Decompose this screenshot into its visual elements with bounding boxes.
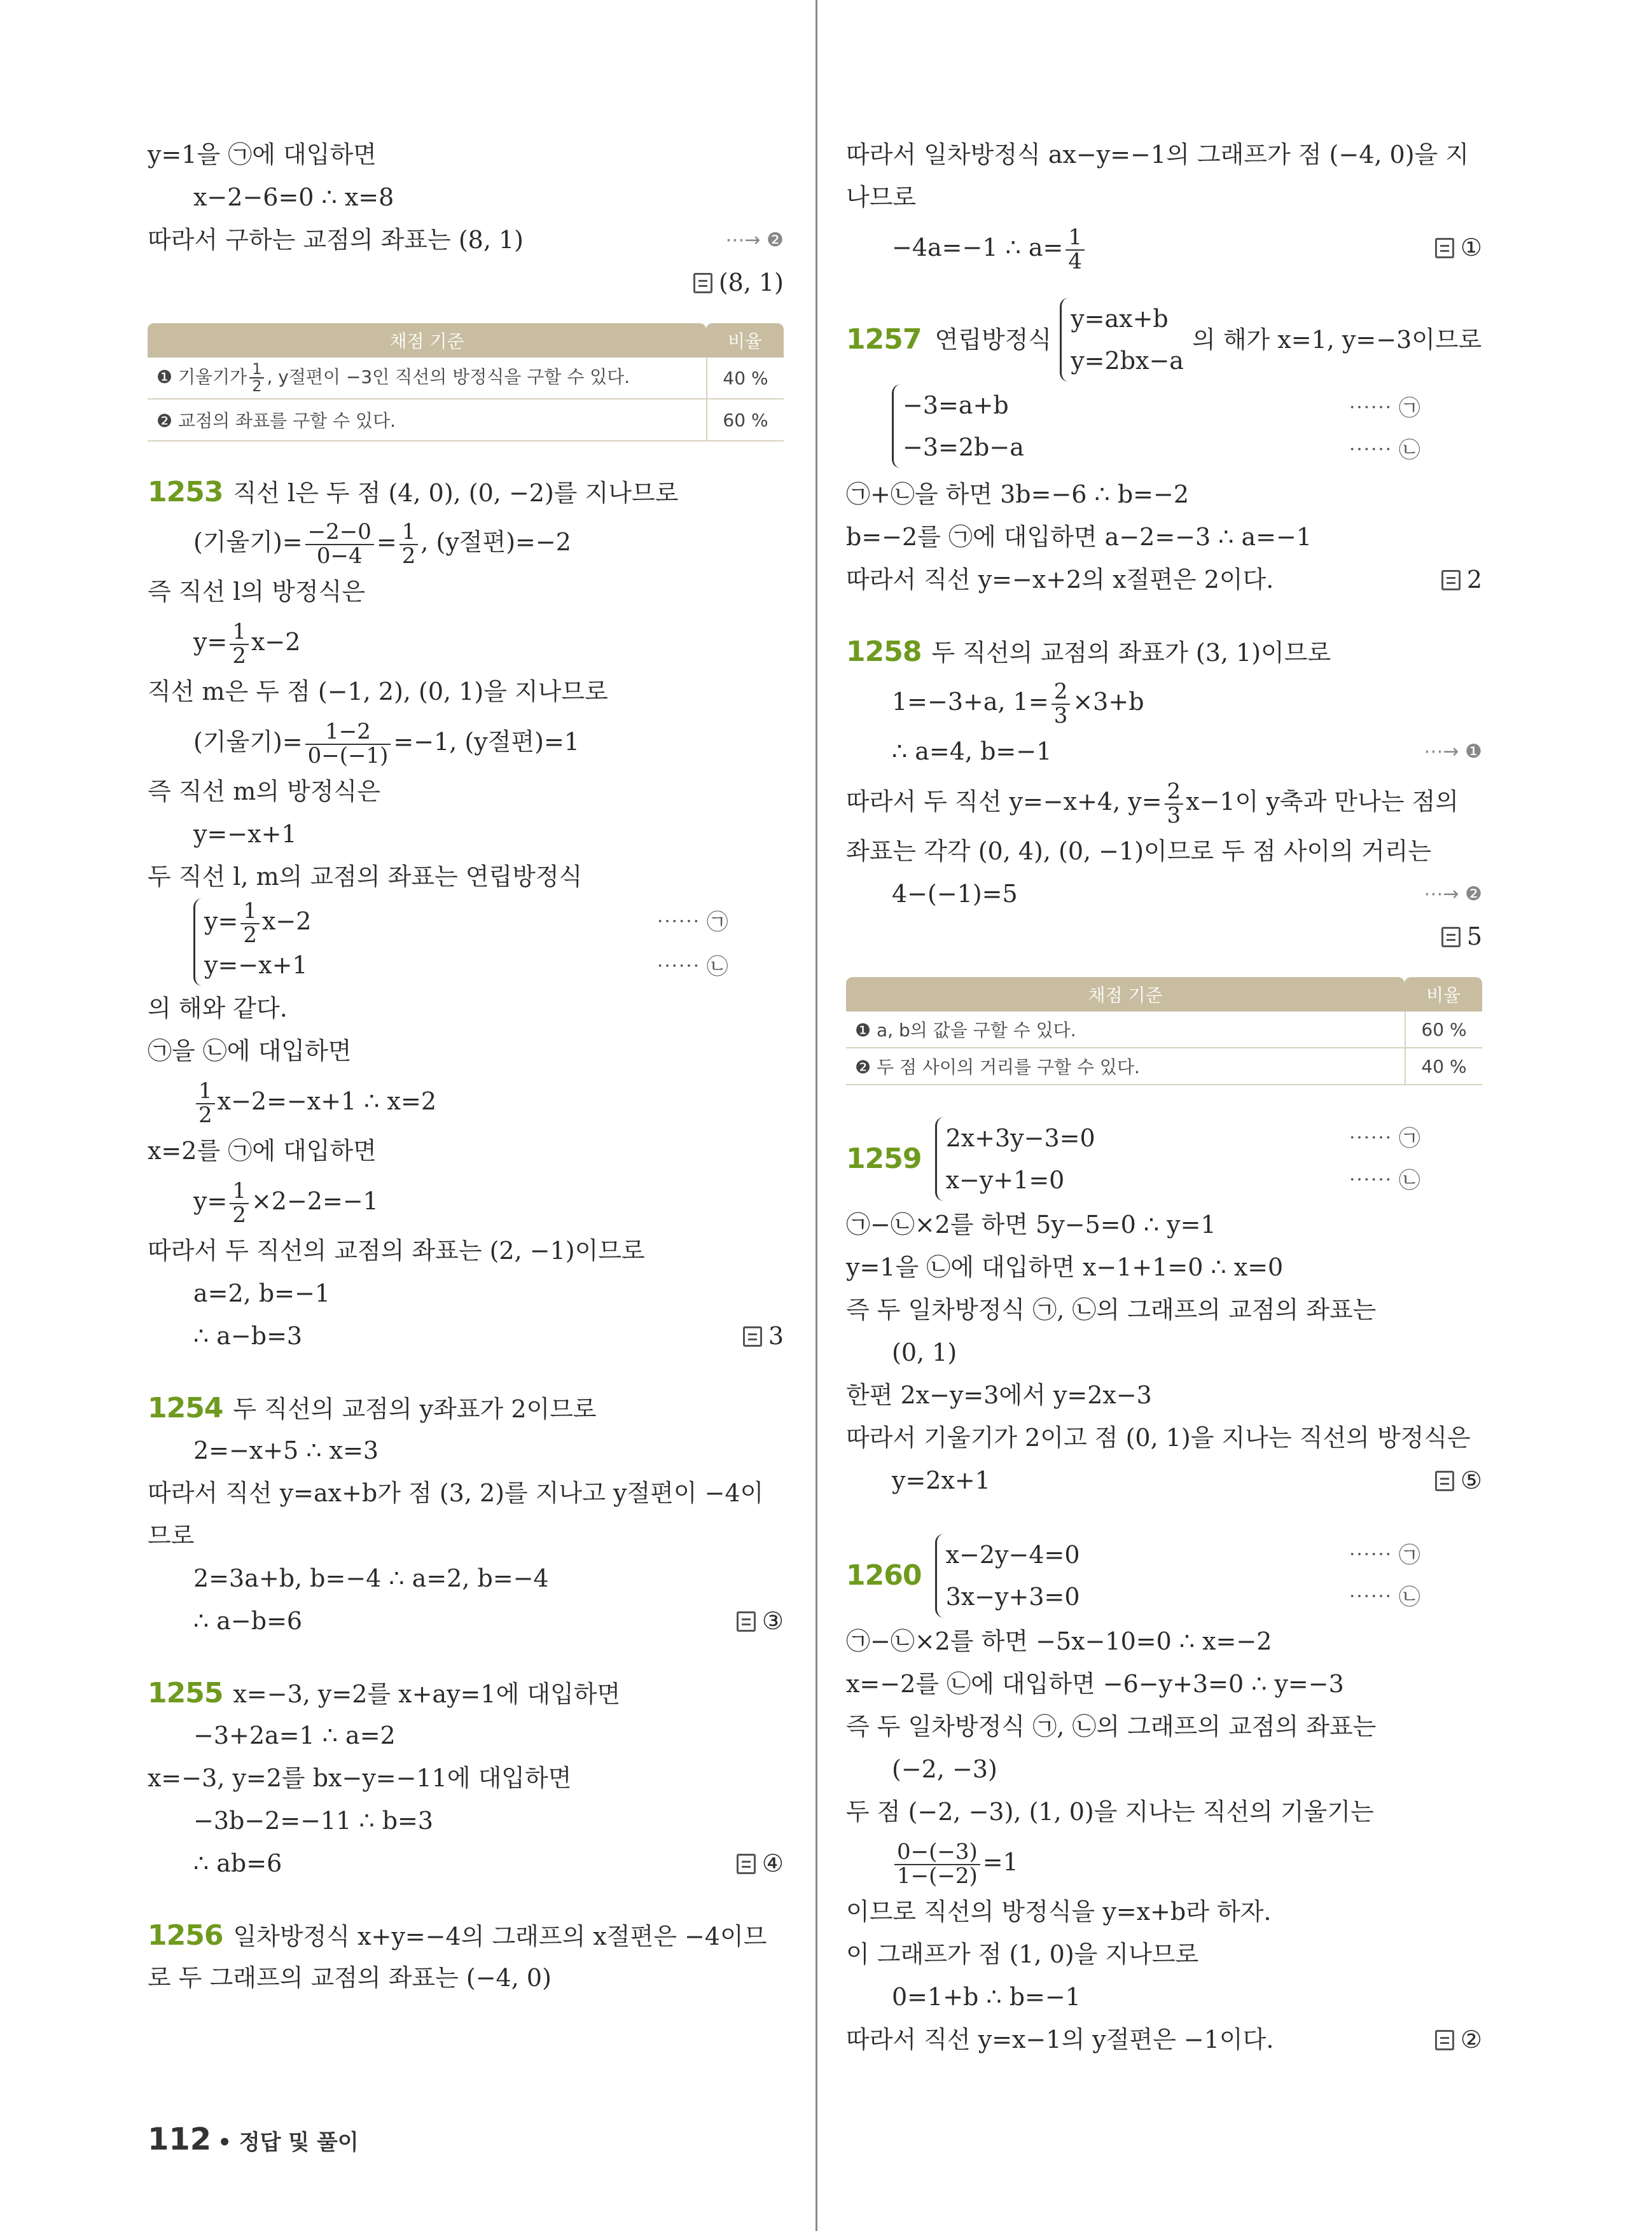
answer: ③ xyxy=(737,1600,784,1643)
equation-tag: ⋯⋯ ㉡ xyxy=(1349,1585,1420,1610)
fraction: $\frac{1}{2}$ xyxy=(230,621,249,667)
fraction: $\frac{1}{2}$ xyxy=(249,361,264,394)
criteria-header: 채점 기준 xyxy=(846,977,1405,1011)
step-marker: ⋯→ ❷ xyxy=(1424,883,1482,905)
fraction: $\frac{1}{2}$ xyxy=(399,521,419,567)
solution-1256: 1256 일차방정식 x+y=−4의 그래프의 x절편은 −4이므 로 두 그래프의 교점의 좌표는 (−4, 0) xyxy=(148,1914,784,1999)
text-line: x=−2를 ㉡에 대입하면 −6−y+3=0 ∴ y=−3 xyxy=(846,1670,1344,1698)
text-line: ㉠−㉡×2를 하면 −5x−10=0 ∴ x=−2 xyxy=(846,1627,1272,1655)
criteria-row: ❷ 두 점 사이의 거리를 구할 수 있다. xyxy=(846,1048,1405,1085)
text-line: 이므로 직선의 방정식을 y=x+b라 하자. xyxy=(846,1898,1272,1926)
solution-1253: 1253 직선 l은 두 점 (4, 0), (0, −2)를 지나므로 (기울기)= $\frac{-2-0}{0-4}$ = $\frac{1}{2}$ , (y절편)=−2 즉 직선 l의 방정식은 y= $\frac{1}{2}$ x−2 직선 m은 두 점 (−1, 2), (0, 1)을 지나므로 (기울기)= $\frac{1-2}{0-(-1)}$ =−1, (y절편)=1 즉 직선 m의 방정식은 y=−x+1 두 직선 l, m의 교점의 좌표는 연립방정식 y= $\frac{1}{2}$ x−2 y=−x+1 ⋯⋯ ㉠ ⋯⋯ ㉡ 의 해와 같다. ㉠을 ㉡에 대입하면 $\frac{1}{2}$ x−2=−x+1 ∴ x=2 x=2를 ㉠에 대입하면 y= $\frac{1}{2}$ ×2−2=−1 따라서 두 직선의 교점의 좌표는 (2, −1)이므로 a=2, b=−1 ∴ a−b=3 3 xyxy=(148,471,784,1358)
equation-line: −3+2a=1 ∴ a=2 xyxy=(193,1721,396,1749)
fraction: $\frac{1}{4}$ xyxy=(1065,226,1085,273)
text-line: y=1을 ㉠에 대입하면 xyxy=(148,141,377,169)
equation-system xyxy=(846,384,1482,473)
fraction: $\frac{2}{3}$ xyxy=(1052,681,1071,727)
text-line: x=2를 ㉠에 대입하면 xyxy=(148,1137,377,1165)
equation-line: ∴ ab=6 ④ xyxy=(148,1842,784,1885)
text-line: 이 그래프가 점 (1, 0)을 지나므로 xyxy=(846,1940,1199,1968)
scoring-criteria-table xyxy=(846,977,1482,1085)
text-line: 즉 두 일차방정식 ㉠, ㉡의 그래프의 교점의 좌표는 xyxy=(846,1296,1377,1324)
solution-1255: 1255 x=−3, y=2를 x+ay=1에 대입하면 −3+2a=1 ∴ a=2 x=−3, y=2를 bx−y=−11에 대입하면 −3b−2=−11 ∴ b=3 ∴ ab=6 ④ xyxy=(148,1672,784,1885)
ratio-header: 비율 xyxy=(706,323,784,358)
text-line: 므로 xyxy=(148,1522,195,1550)
answer: 5 xyxy=(1441,915,1482,958)
step-marker: ⋯→ ❶ xyxy=(1424,740,1482,763)
answer-icon xyxy=(737,1854,756,1874)
text-line: 나므로 xyxy=(846,183,917,211)
text-line: 따라서 기울기가 2이고 점 (0, 1)을 지나는 직선의 방정식은 xyxy=(846,1424,1471,1452)
problem-number: 1254 xyxy=(148,1392,223,1424)
text-line: 좌표는 각각 (0, 4), (0, −1)이므로 두 점 사이의 거리는 xyxy=(846,837,1432,865)
text-line: 직선 m은 두 점 (−1, 2), (0, 1)을 지나므로 xyxy=(148,678,608,705)
answer-line xyxy=(148,261,784,304)
text-line: 의 해와 같다. xyxy=(148,994,288,1022)
fraction: $\frac{1-2}{0-(-1)}$ xyxy=(305,721,391,767)
text-line: ㉠을 ㉡에 대입하면 xyxy=(148,1037,352,1065)
answer: ④ xyxy=(737,1842,784,1885)
problem-number: 1260 xyxy=(846,1559,922,1592)
equation-tag: ⋯⋯ ㉠ xyxy=(656,910,728,935)
equation-tag: ⋯⋯ ㉡ xyxy=(1349,1168,1420,1193)
solution-1258: 1258 두 직선의 교점의 좌표가 (3, 1)이므로 1=−3+a, 1= $\frac{2}{3}$ ×3+b ∴ a=4, b=−1 ⋯→ ❶ 따라서 두 직선 y=−x+4, y= $\frac{2}{3}$ x−1이 y축과 만나는 점의 좌표는 각각 (0, 4), (0, −1)이므로 두 점 사이의 거리는 4−(−1)=5 ⋯→ ❷ 5 xyxy=(846,630,1482,958)
equation-line: y=2x+1 ⑤ xyxy=(846,1459,1482,1502)
fraction: $\frac{1}{2}$ xyxy=(240,900,260,947)
fraction: $\frac{0-(-3)}{1-(-2)}$ xyxy=(894,1841,980,1887)
answer-icon xyxy=(1435,2030,1454,2050)
text-line: 따라서 구하는 교점의 좌표는 (8, 1) ⋯→ ❷ xyxy=(148,219,784,261)
text-line: 따라서 일차방정식 ax−y=−1의 그래프가 점 (−4, 0)을 지 xyxy=(846,141,1469,169)
equation-line: ∴ a−b=6 ③ xyxy=(148,1600,784,1643)
right-column xyxy=(846,134,1482,2061)
answer-line xyxy=(846,915,1482,958)
equation-line: y= $\frac{1}{2}$ x−2 xyxy=(193,618,301,669)
brace: y=ax+b y=2bx−a xyxy=(1060,298,1184,382)
text-line: x=−3, y=2를 bx−y=−11에 대입하면 xyxy=(148,1764,572,1792)
ratio-header: 비율 xyxy=(1405,977,1482,1011)
text-line: 두 직선 l, m의 교점의 좌표는 연립방정식 xyxy=(148,863,583,891)
fraction: $\frac{1}{2}$ xyxy=(230,1180,249,1227)
scoring-criteria-table xyxy=(148,323,784,441)
answer-icon xyxy=(1435,238,1454,258)
text-line: ㉠+㉡을 하면 3b=−6 ∴ b=−2 xyxy=(846,480,1189,508)
criteria-ratio: 60 % xyxy=(1405,1011,1482,1048)
text-line: b=−2를 ㉠에 대입하면 a−2=−3 ∴ a=−1 xyxy=(846,523,1312,551)
solution-1252-continued xyxy=(148,134,784,304)
answer: (8, 1) xyxy=(693,261,784,304)
solution-1257: 1257 연립방정식 y=ax+b y=2bx−a 의 해가 x=1, y=−3이므로 −3=a+b −3=2b−a ⋯⋯ ㉠ ⋯⋯ ㉡ ㉠+㉡을 하면 3b=−6 ∴ b=−2 b=−2를 ㉠에 대입하면 a−2=−3 ∴ a=−1 따라서 직선 y=−x+2의 x절편은 2이다. 2 xyxy=(846,295,1482,601)
equation-line: 0=1+b ∴ b=−1 xyxy=(892,1983,1081,2011)
answer-icon xyxy=(743,1326,762,1347)
equation-tag: ⋯⋯ ㉠ xyxy=(1349,1543,1420,1568)
text-line: 따라서 직선 y=−x+2의 x절편은 2이다. 2 xyxy=(846,559,1482,601)
brace: x−2y−4=0 3x−y+3=0 xyxy=(935,1534,1080,1618)
answer-icon xyxy=(1435,1471,1454,1491)
page-footer: 112 • 정답 및 풀이 xyxy=(148,2122,359,2157)
answer: 3 xyxy=(743,1315,784,1358)
equation-line: 2=3a+b, b=−4 ∴ a=2, b=−4 xyxy=(193,1564,549,1592)
equation-tag: ⋯⋯ ㉠ xyxy=(1349,1126,1420,1151)
criteria-ratio: 60 % xyxy=(706,400,784,441)
answer: ① xyxy=(1435,219,1482,276)
answer: ⑤ xyxy=(1435,1459,1482,1502)
criteria-row: ❶ a, b의 값을 구할 수 있다. xyxy=(846,1011,1405,1048)
equation-line: y= $\frac{1}{2}$ ×2−2=−1 xyxy=(193,1178,378,1228)
brace: y= $\frac{1}{2}$ x−2 y=−x+1 xyxy=(193,898,311,986)
equation-line: 2=−x+5 ∴ x=3 xyxy=(193,1436,379,1464)
problem-number: 1255 xyxy=(148,1677,223,1709)
criteria-ratio: 40 % xyxy=(1405,1048,1482,1085)
problem-number: 1257 xyxy=(846,323,922,356)
equation-line: y=−x+1 xyxy=(193,820,297,848)
equation-line: (0, 1) xyxy=(892,1338,957,1366)
fraction: $\frac{2}{3}$ xyxy=(1165,781,1184,827)
equation-line: $\frac{0-(-3)}{1-(-2)}$ =1 xyxy=(846,1833,1482,1891)
text-line: ㉠−㉡×2를 하면 5y−5=0 ∴ y=1 xyxy=(846,1211,1216,1239)
equation-line: −4a=−1 ∴ a= $\frac{1}{4}$ ① xyxy=(846,219,1482,276)
equation-line: (기울기)= $\frac{1-2}{0-(-1)}$ =−1, (y절편)=1 xyxy=(193,718,580,768)
equation-tag: ⋯⋯ ㉡ xyxy=(656,954,728,980)
fraction: $\frac{1}{2}$ xyxy=(196,1080,215,1127)
text-line: 로 두 그래프의 교점의 좌표는 (−4, 0) xyxy=(148,1964,552,1992)
answer-icon xyxy=(693,273,712,293)
solution-1256-continued xyxy=(846,134,1482,276)
brace: −3=a+b −3=2b−a xyxy=(892,384,1024,468)
step-marker: ⋯→ ❷ xyxy=(725,229,784,251)
page-number: 112 xyxy=(148,2122,212,2157)
equation-line: 1=−3+a, 1= $\frac{2}{3}$ ×3+b xyxy=(892,678,1144,728)
equation-line: 4−(−1)=5 ⋯→ ❷ xyxy=(846,873,1482,915)
text-line: 두 점 (−2, −3), (1, 0)을 지나는 직선의 기울기는 xyxy=(846,1798,1374,1826)
answer: 2 xyxy=(1441,559,1482,601)
solution-1254: 1254 두 직선의 교점의 y좌표가 2이므로 2=−x+5 ∴ x=3 따라서 직선 y=ax+b가 점 (3, 2)를 지나고 y절편이 −4이 므로 2=3a+b, b=−4 ∴ a=2, b=−4 ∴ a−b=6 ③ xyxy=(148,1387,784,1643)
equation-tag: ⋯⋯ ㉡ xyxy=(1349,438,1420,463)
equation-system xyxy=(148,898,784,987)
equation-line: (−2, −3) xyxy=(892,1755,997,1783)
brace: 2x+3y−3=0 x−y+1=0 xyxy=(935,1117,1095,1201)
equation-system xyxy=(846,1531,1482,1620)
equation-system xyxy=(846,1115,1482,1204)
equation-line: (기울기)= $\frac{-2-0}{0-4}$ = $\frac{1}{2}$ , (y절편)=−2 xyxy=(193,518,571,569)
equation-line: ∴ a−b=3 3 xyxy=(148,1315,784,1358)
criteria-row: ❷ 교점의 좌표를 구할 수 있다. xyxy=(148,400,706,441)
problem-number: 1259 xyxy=(846,1143,922,1175)
fraction: $\frac{-2-0}{0-4}$ xyxy=(305,521,374,567)
equation-tag: ⋯⋯ ㉠ xyxy=(1349,396,1420,421)
section-label: 정답 및 풀이 xyxy=(239,2130,359,2155)
criteria-header: 채점 기준 xyxy=(148,323,706,358)
left-column xyxy=(148,134,784,1999)
equation-line: −3b−2=−11 ∴ b=3 xyxy=(193,1807,434,1835)
text-line: 따라서 직선 y=ax+b가 점 (3, 2)를 지나고 y절편이 −4이 xyxy=(148,1479,764,1507)
problem-number: 1256 xyxy=(148,1919,223,1952)
equation-line: x−2−6=0 ∴ x=8 xyxy=(193,183,394,211)
text-line: y=1을 ㉡에 대입하면 x−1+1=0 ∴ x=0 xyxy=(846,1253,1284,1281)
problem-number: 1253 xyxy=(148,476,223,508)
text-line: 따라서 두 직선의 교점의 좌표는 (2, −1)이므로 xyxy=(148,1237,645,1265)
criteria-ratio: 40 % xyxy=(706,358,784,400)
text-line: 한편 2x−y=3에서 y=2x−3 xyxy=(846,1381,1152,1409)
answer-icon xyxy=(737,1611,756,1632)
answer-icon xyxy=(1441,927,1461,947)
answer-icon xyxy=(1441,570,1461,590)
text-line: 즉 직선 l의 방정식은 xyxy=(148,578,366,606)
answer: ② xyxy=(1435,2019,1482,2061)
column-divider xyxy=(816,0,817,2231)
problem-number: 1258 xyxy=(846,636,922,668)
equation-line: $\frac{1}{2}$ x−2=−x+1 ∴ x=2 xyxy=(148,1073,784,1130)
solution-1259 xyxy=(846,1115,1482,1502)
text-line: 즉 두 일차방정식 ㉠, ㉡의 그래프의 교점의 좌표는 xyxy=(846,1713,1377,1741)
solution-1260 xyxy=(846,1531,1482,2061)
equation-line: ∴ a=4, b=−1 ⋯→ ❶ xyxy=(846,730,1482,773)
criteria-row: ❶ 기울기가 $\frac{1}{2}$ , y절편이 −3인 직선의 방정식을 구할 수 있다. xyxy=(148,358,706,400)
equation-line: a=2, b=−1 xyxy=(193,1279,331,1307)
text-line: 따라서 두 직선 y=−x+4, y= $\frac{2}{3}$ x−1이 y축과 만나는 점의 xyxy=(846,778,1459,828)
text-line: 따라서 직선 y=x−1의 y절편은 −1이다. ② xyxy=(846,2019,1482,2061)
text-line: 즉 직선 m의 방정식은 xyxy=(148,777,380,805)
